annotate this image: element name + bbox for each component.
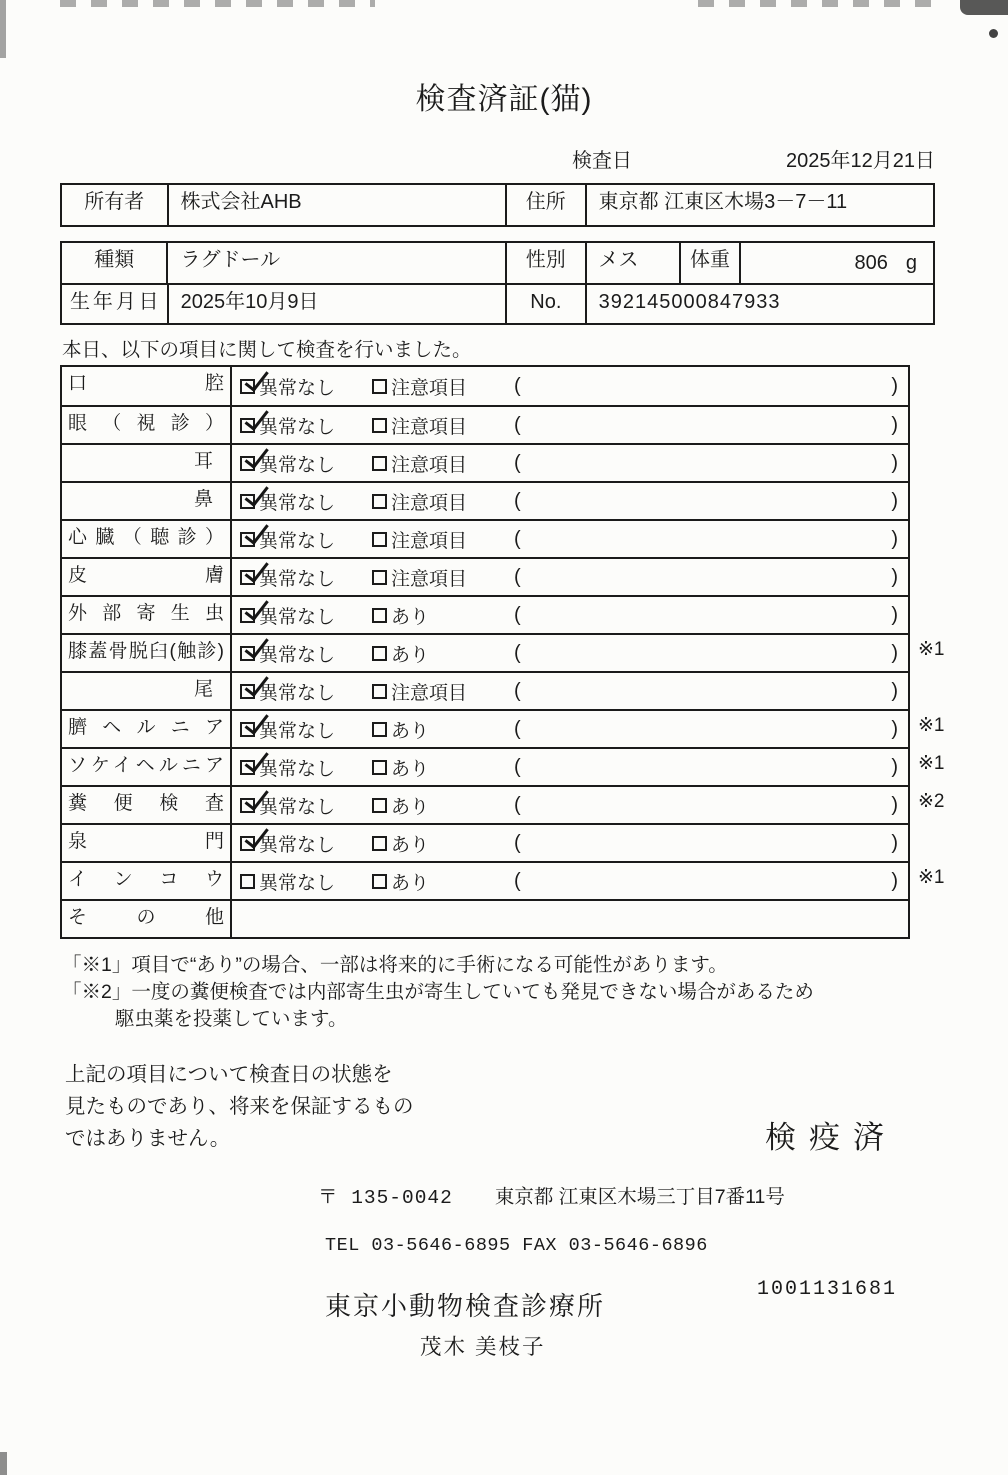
- inspection-item-label: 皮膚: [62, 559, 232, 595]
- paren-close: ): [891, 641, 898, 664]
- attention-checkbox: [372, 874, 387, 889]
- inspection-date-value: 2025年12月21日: [786, 150, 935, 172]
- paren-open: (: [514, 603, 521, 626]
- normal-checkbox-label: 異常なし: [259, 568, 336, 590]
- inspection-row-options: [232, 635, 908, 671]
- paren-open: (: [514, 374, 521, 397]
- footnote-2: 「※2」一度の糞便検査では内部寄生虫が寄生していても発見できない場合があるため: [62, 981, 814, 1003]
- normal-checkbox: [240, 532, 255, 547]
- normal-checkbox: [240, 722, 255, 737]
- normal-checkbox-label: 異常なし: [259, 758, 336, 780]
- inspection-item-label: 糞便検査: [62, 787, 232, 823]
- disclaimer-line-3: ではありません。: [65, 1127, 231, 1150]
- attention-option: [372, 640, 512, 667]
- attention-checkbox: [372, 570, 387, 585]
- attention-checkbox: [372, 456, 387, 471]
- attention-option: [372, 868, 512, 895]
- attention-checkbox-label: 注意項目: [391, 416, 468, 438]
- inspection-row: [62, 823, 908, 861]
- inspection-item-label: ソケイヘルニア: [62, 749, 232, 785]
- inspection-row: [62, 367, 908, 405]
- notes-parentheses: [512, 870, 900, 893]
- attention-checkbox: [372, 684, 387, 699]
- notes-parentheses: [512, 490, 900, 513]
- notes-parentheses: [512, 566, 900, 589]
- sex-label: 性別: [505, 243, 585, 283]
- inspection-row-options: [232, 825, 908, 861]
- inspection-table: [60, 365, 945, 939]
- attention-checkbox: [372, 532, 387, 547]
- notes-parentheses: [512, 604, 900, 627]
- address-label: 住所: [505, 185, 585, 225]
- weight-value: 806: [854, 251, 888, 274]
- inspection-row-options: [232, 597, 908, 633]
- attention-option: [372, 716, 512, 743]
- inspection-item-label: 泉門: [62, 825, 232, 861]
- disclaimer-line-1: 上記の項目について検査日の状態を: [65, 1063, 393, 1086]
- normal-checkbox-label: 異常なし: [259, 834, 336, 856]
- attention-checkbox-label: 注意項目: [391, 530, 468, 552]
- attention-option: [372, 564, 512, 591]
- normal-option: [240, 830, 372, 857]
- attention-checkbox-label: あり: [391, 796, 430, 818]
- clinic-postal-line: [318, 1181, 1008, 1209]
- inspection-row: [62, 709, 945, 747]
- paren-close: ): [891, 717, 898, 740]
- paren-close: ): [891, 489, 898, 512]
- weight-label: 体重: [679, 243, 739, 283]
- paren-close: ): [891, 374, 898, 397]
- no-label: No.: [505, 285, 585, 323]
- inspection-row: [62, 671, 908, 709]
- weight-cell: [739, 243, 933, 283]
- normal-option: [240, 868, 372, 895]
- normal-checkbox-label: 異常なし: [259, 796, 336, 818]
- attention-option: [372, 678, 512, 705]
- inspection-row: [62, 633, 945, 671]
- normal-option: [240, 792, 372, 819]
- attention-checkbox-label: 注意項目: [391, 492, 468, 514]
- inspection-row: [62, 747, 945, 785]
- normal-checkbox: [240, 379, 255, 394]
- paren-open: (: [514, 489, 521, 512]
- scan-artifact: [0, 1452, 7, 1475]
- inspection-date-row: [572, 144, 935, 173]
- paren-close: ): [891, 755, 898, 778]
- tel-fax: TEL 03-5646-6895 FAX 03-5646-6896: [325, 1235, 708, 1256]
- normal-option: [240, 373, 372, 400]
- quarantine-stamp: 検疫済: [765, 1120, 897, 1155]
- inspection-item-label: その他: [62, 901, 232, 937]
- attention-checkbox-label: あり: [391, 720, 430, 742]
- normal-option: [240, 602, 372, 629]
- address-value: 東京都 江東区木場3－7－11: [585, 185, 933, 225]
- inspection-item-label: 眼（視診）: [62, 407, 232, 443]
- remark-note: ※2: [918, 791, 945, 812]
- attention-checkbox-label: 注意項目: [391, 568, 468, 590]
- normal-checkbox-label: 異常なし: [259, 530, 336, 552]
- paren-open: (: [514, 565, 521, 588]
- normal-checkbox-label: 異常なし: [259, 720, 336, 742]
- inspection-row-options: [232, 673, 908, 709]
- normal-checkbox: [240, 418, 255, 433]
- sex-value: メス: [585, 243, 680, 283]
- paren-open: (: [514, 641, 521, 664]
- normal-checkbox: [240, 456, 255, 471]
- attention-checkbox: [372, 494, 387, 509]
- notes-parentheses: [512, 832, 900, 855]
- attention-checkbox: [372, 379, 387, 394]
- attention-checkbox-label: あり: [391, 872, 430, 894]
- paren-open: (: [514, 755, 521, 778]
- paren-open: (: [514, 869, 521, 892]
- inspection-row-options: [232, 749, 908, 785]
- attention-checkbox-label: 注意項目: [391, 377, 468, 399]
- clinic-representative: 茂木 美枝子: [420, 1335, 546, 1359]
- paren-open: (: [514, 527, 521, 550]
- inspection-row: [62, 899, 908, 937]
- attention-checkbox: [372, 722, 387, 737]
- paren-open: (: [514, 413, 521, 436]
- certificate-title: 検査済証(猫): [415, 83, 593, 116]
- paren-open: (: [514, 831, 521, 854]
- attention-checkbox-label: あり: [391, 644, 430, 666]
- serial-number: 1001131681: [757, 1278, 898, 1301]
- inspection-item-label: インコウ: [62, 863, 232, 899]
- attention-option: [372, 754, 512, 781]
- normal-checkbox: [240, 570, 255, 585]
- animal-table: [60, 241, 935, 325]
- weight-unit: g: [905, 251, 917, 274]
- birthdate-value: 2025年10月9日: [167, 285, 505, 323]
- normal-option: [240, 754, 372, 781]
- attention-option: [372, 373, 512, 400]
- birthdate-label: 生年月日: [70, 291, 159, 313]
- paren-close: ): [891, 831, 898, 854]
- normal-checkbox: [240, 760, 255, 775]
- remark-note: ※1: [918, 867, 945, 888]
- inspection-row: [62, 861, 945, 899]
- normal-checkbox-label: 異常なし: [259, 377, 336, 399]
- disclaimer-line-2: 見たものであり、将来を保証するもの: [65, 1095, 414, 1118]
- normal-option: [240, 640, 372, 667]
- notes-parentheses: [512, 718, 900, 741]
- normal-checkbox: [240, 798, 255, 813]
- attention-checkbox: [372, 798, 387, 813]
- inspection-item-label: 鼻: [62, 483, 232, 519]
- intro-text: 本日、以下の項目に関して検査を行いました。: [62, 339, 472, 361]
- remark-note: ※1: [918, 715, 945, 736]
- footnote-3: 駆虫薬を投薬しています。: [115, 1008, 348, 1030]
- inspection-item-label: 口腔: [62, 367, 232, 405]
- paren-close: ): [891, 793, 898, 816]
- inspection-row: [62, 595, 908, 633]
- inspection-row-options: [232, 521, 908, 557]
- attention-checkbox-label: あり: [391, 758, 430, 780]
- inspection-row-options: [232, 407, 908, 443]
- normal-option: [240, 716, 372, 743]
- notes-parentheses: [512, 375, 900, 398]
- normal-checkbox-label: 異常なし: [259, 872, 336, 894]
- postal-code: 〒 135-0042: [318, 1187, 453, 1209]
- normal-checkbox: [240, 608, 255, 623]
- notes-parentheses: [512, 756, 900, 779]
- notes-parentheses: [512, 528, 900, 551]
- normal-option: [240, 564, 372, 591]
- inspection-row-options: [232, 559, 908, 595]
- normal-checkbox: [240, 874, 255, 889]
- attention-option: [372, 412, 512, 439]
- notes-parentheses: [512, 680, 900, 703]
- no-value: 392145000847933: [585, 285, 933, 323]
- normal-checkbox: [240, 836, 255, 851]
- normal-checkbox: [240, 494, 255, 509]
- paren-open: (: [514, 717, 521, 740]
- paren-open: (: [514, 679, 521, 702]
- paren-open: (: [514, 793, 521, 816]
- normal-option: [240, 412, 372, 439]
- breed-value: ラグドール: [166, 243, 504, 283]
- inspection-row: [62, 519, 908, 557]
- remark-note: ※1: [918, 753, 945, 774]
- remark-note: ※1: [918, 639, 945, 660]
- inspection-row-options: [232, 445, 908, 481]
- attention-checkbox: [372, 608, 387, 623]
- attention-option: [372, 488, 512, 515]
- owner-value: 株式会社AHB: [167, 185, 505, 225]
- breed-label: 種類: [94, 249, 135, 271]
- paren-close: ): [891, 679, 898, 702]
- attention-checkbox: [372, 418, 387, 433]
- clinic-address: 東京都 江東区木場三丁目7番11号: [494, 1186, 785, 1208]
- inspection-row-options: [232, 863, 908, 899]
- paren-open: (: [514, 451, 521, 474]
- owner-table: [60, 183, 935, 227]
- attention-checkbox-label: あり: [391, 834, 430, 856]
- paren-close: ): [891, 527, 898, 550]
- paren-close: ): [891, 869, 898, 892]
- attention-checkbox-label: 注意項目: [391, 454, 468, 476]
- attention-option: [372, 830, 512, 857]
- clinic-name: 東京小動物検査診療所: [325, 1291, 606, 1321]
- attention-checkbox: [372, 760, 387, 775]
- normal-option: [240, 450, 372, 477]
- paren-close: ): [891, 451, 898, 474]
- notes-parentheses: [512, 414, 900, 437]
- attention-option: [372, 792, 512, 819]
- normal-checkbox: [240, 646, 255, 661]
- inspection-item-label: 外部寄生虫: [62, 597, 232, 633]
- footnotes: [62, 952, 948, 1033]
- paren-close: ): [891, 413, 898, 436]
- inspection-item-label: 心臓（聴診）: [62, 521, 232, 557]
- normal-checkbox: [240, 684, 255, 699]
- owner-label: 所有者: [84, 191, 145, 213]
- inspection-row: [62, 405, 908, 443]
- inspection-item-label: 尾: [62, 673, 232, 709]
- normal-checkbox-label: 異常なし: [259, 644, 336, 666]
- inspection-row: [62, 557, 908, 595]
- inspection-row-options: [232, 711, 908, 747]
- attention-option: [372, 450, 512, 477]
- attention-checkbox-label: 注意項目: [391, 682, 468, 704]
- notes-parentheses: [512, 642, 900, 665]
- inspection-row-options: [232, 483, 908, 519]
- paren-close: ): [891, 565, 898, 588]
- notes-parentheses: [512, 452, 900, 475]
- inspection-date-label: 検査日: [572, 150, 632, 172]
- normal-checkbox-label: 異常なし: [259, 682, 336, 704]
- notes-parentheses: [512, 794, 900, 817]
- inspection-row: [62, 785, 945, 823]
- attention-checkbox-label: あり: [391, 606, 430, 628]
- inspection-item-label: 臍ヘルニア: [62, 711, 232, 747]
- footnote-1: 「※1」項目で“あり”の場合、一部は将来的に手術になる可能性があります。: [62, 954, 728, 976]
- inspection-item-label: 耳: [62, 445, 232, 481]
- inspection-item-label: 膝蓋骨脱臼(触診): [62, 635, 232, 671]
- attention-checkbox: [372, 836, 387, 851]
- attention-option: [372, 602, 512, 629]
- inspection-row-options: [232, 367, 908, 405]
- inspection-row: [62, 481, 908, 519]
- inspection-row-options: [232, 901, 908, 937]
- normal-checkbox-label: 異常なし: [259, 492, 336, 514]
- normal-option: [240, 488, 372, 515]
- normal-checkbox-label: 異常なし: [259, 416, 336, 438]
- normal-option: [240, 678, 372, 705]
- normal-option: [240, 526, 372, 553]
- attention-option: [372, 526, 512, 553]
- inspection-row: [62, 443, 908, 481]
- attention-checkbox: [372, 646, 387, 661]
- paren-close: ): [891, 603, 898, 626]
- bottom-section: [65, 1059, 1008, 1159]
- normal-checkbox-label: 異常なし: [259, 454, 336, 476]
- normal-checkbox-label: 異常なし: [259, 606, 336, 628]
- inspection-row-options: [232, 787, 908, 823]
